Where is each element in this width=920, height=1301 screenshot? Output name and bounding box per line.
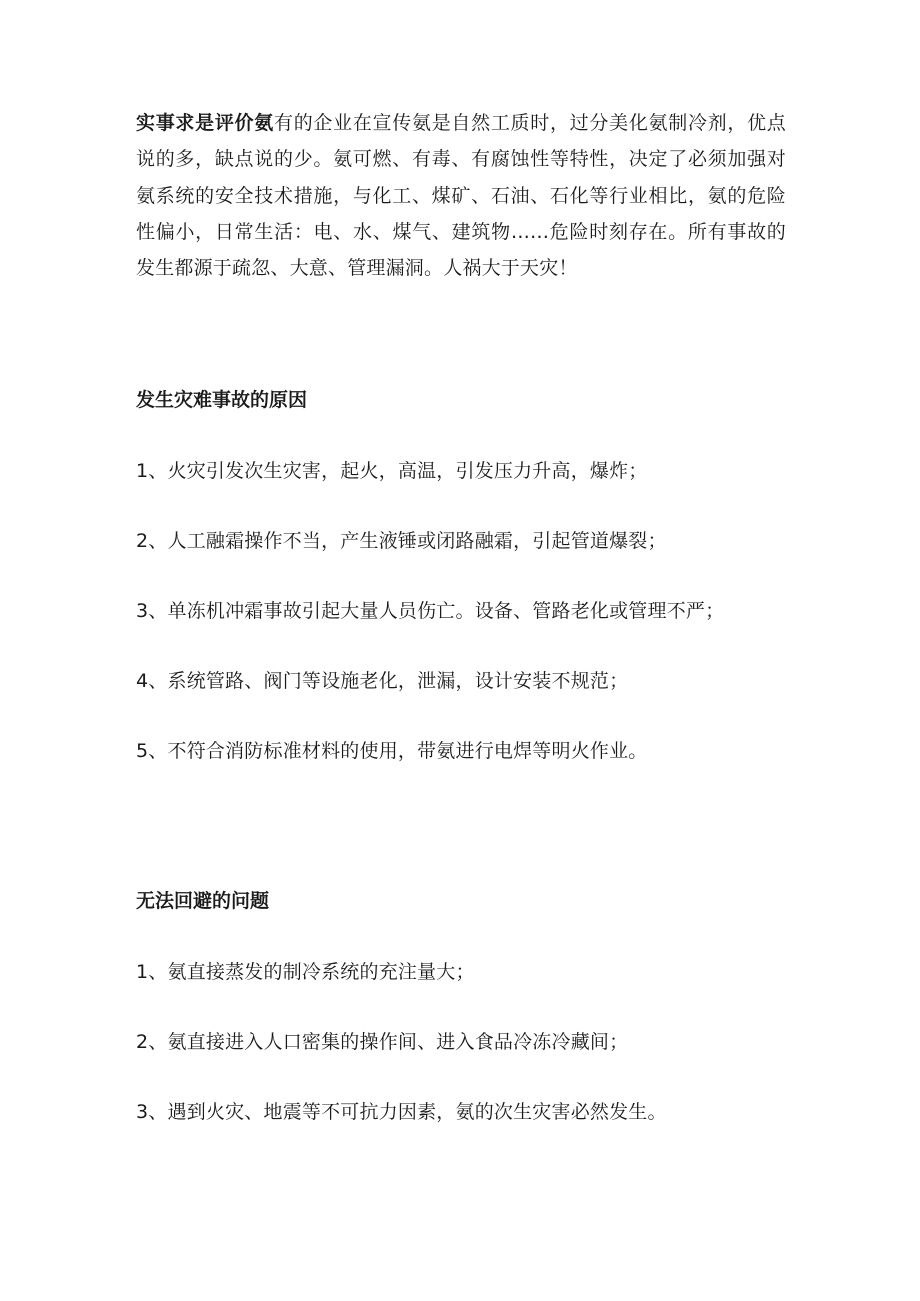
intro-paragraph — [136, 105, 786, 286]
section1-item-4: 4、系统管路、阀门等设施老化，泄漏，设计安装不规范； — [136, 670, 629, 692]
section1-item-1: 1、火灾引发次生灾害，起火，高温，引发压力升高，爆炸； — [136, 460, 648, 482]
intro-text: 有的企业在宣传氨是自然工质时，过分美化氨制冷剂，优点说的多，缺点说的少。氨可燃、有毒、有腐蚀性等特性，决定了必须加强对氨系统的安全技术措施，与化工、煤矿、石油、石化等行业相比，氨的危险性偏小，日常生活：电、水、煤气、建筑物……危险时刻存在。所有事故的发生都源于疏忽、大意、管理漏洞。人祸大于天灾！ — [136, 112, 787, 280]
section1-title: 发生灾难事故的原因 — [136, 389, 308, 411]
section1-item-2: 2、人工融霜操作不当，产生液锤或闭路融霜，引起管道爆裂； — [136, 530, 667, 552]
section2-item-3: 3、遇到火灾、地震等不可抗力因素，氨的次生灾害必然发生。 — [136, 1101, 667, 1123]
section1-item-3: 3、单冻机冲霜事故引起大量人员伤亡。设备、管路老化或管理不严； — [136, 600, 725, 622]
section1-item-5: 5、不符合消防标准材料的使用，带氨进行电焊等明火作业。 — [136, 740, 648, 762]
section2-title: 无法回避的问题 — [136, 890, 270, 912]
section2-item-1: 1、氨直接蒸发的制冷系统的充注量大； — [136, 961, 475, 983]
intro-bold-lead: 实事求是评价氨 — [136, 112, 274, 134]
section2-item-2: 2、氨直接进入人口密集的操作间、进入食品冷冻冷藏间； — [136, 1031, 629, 1053]
